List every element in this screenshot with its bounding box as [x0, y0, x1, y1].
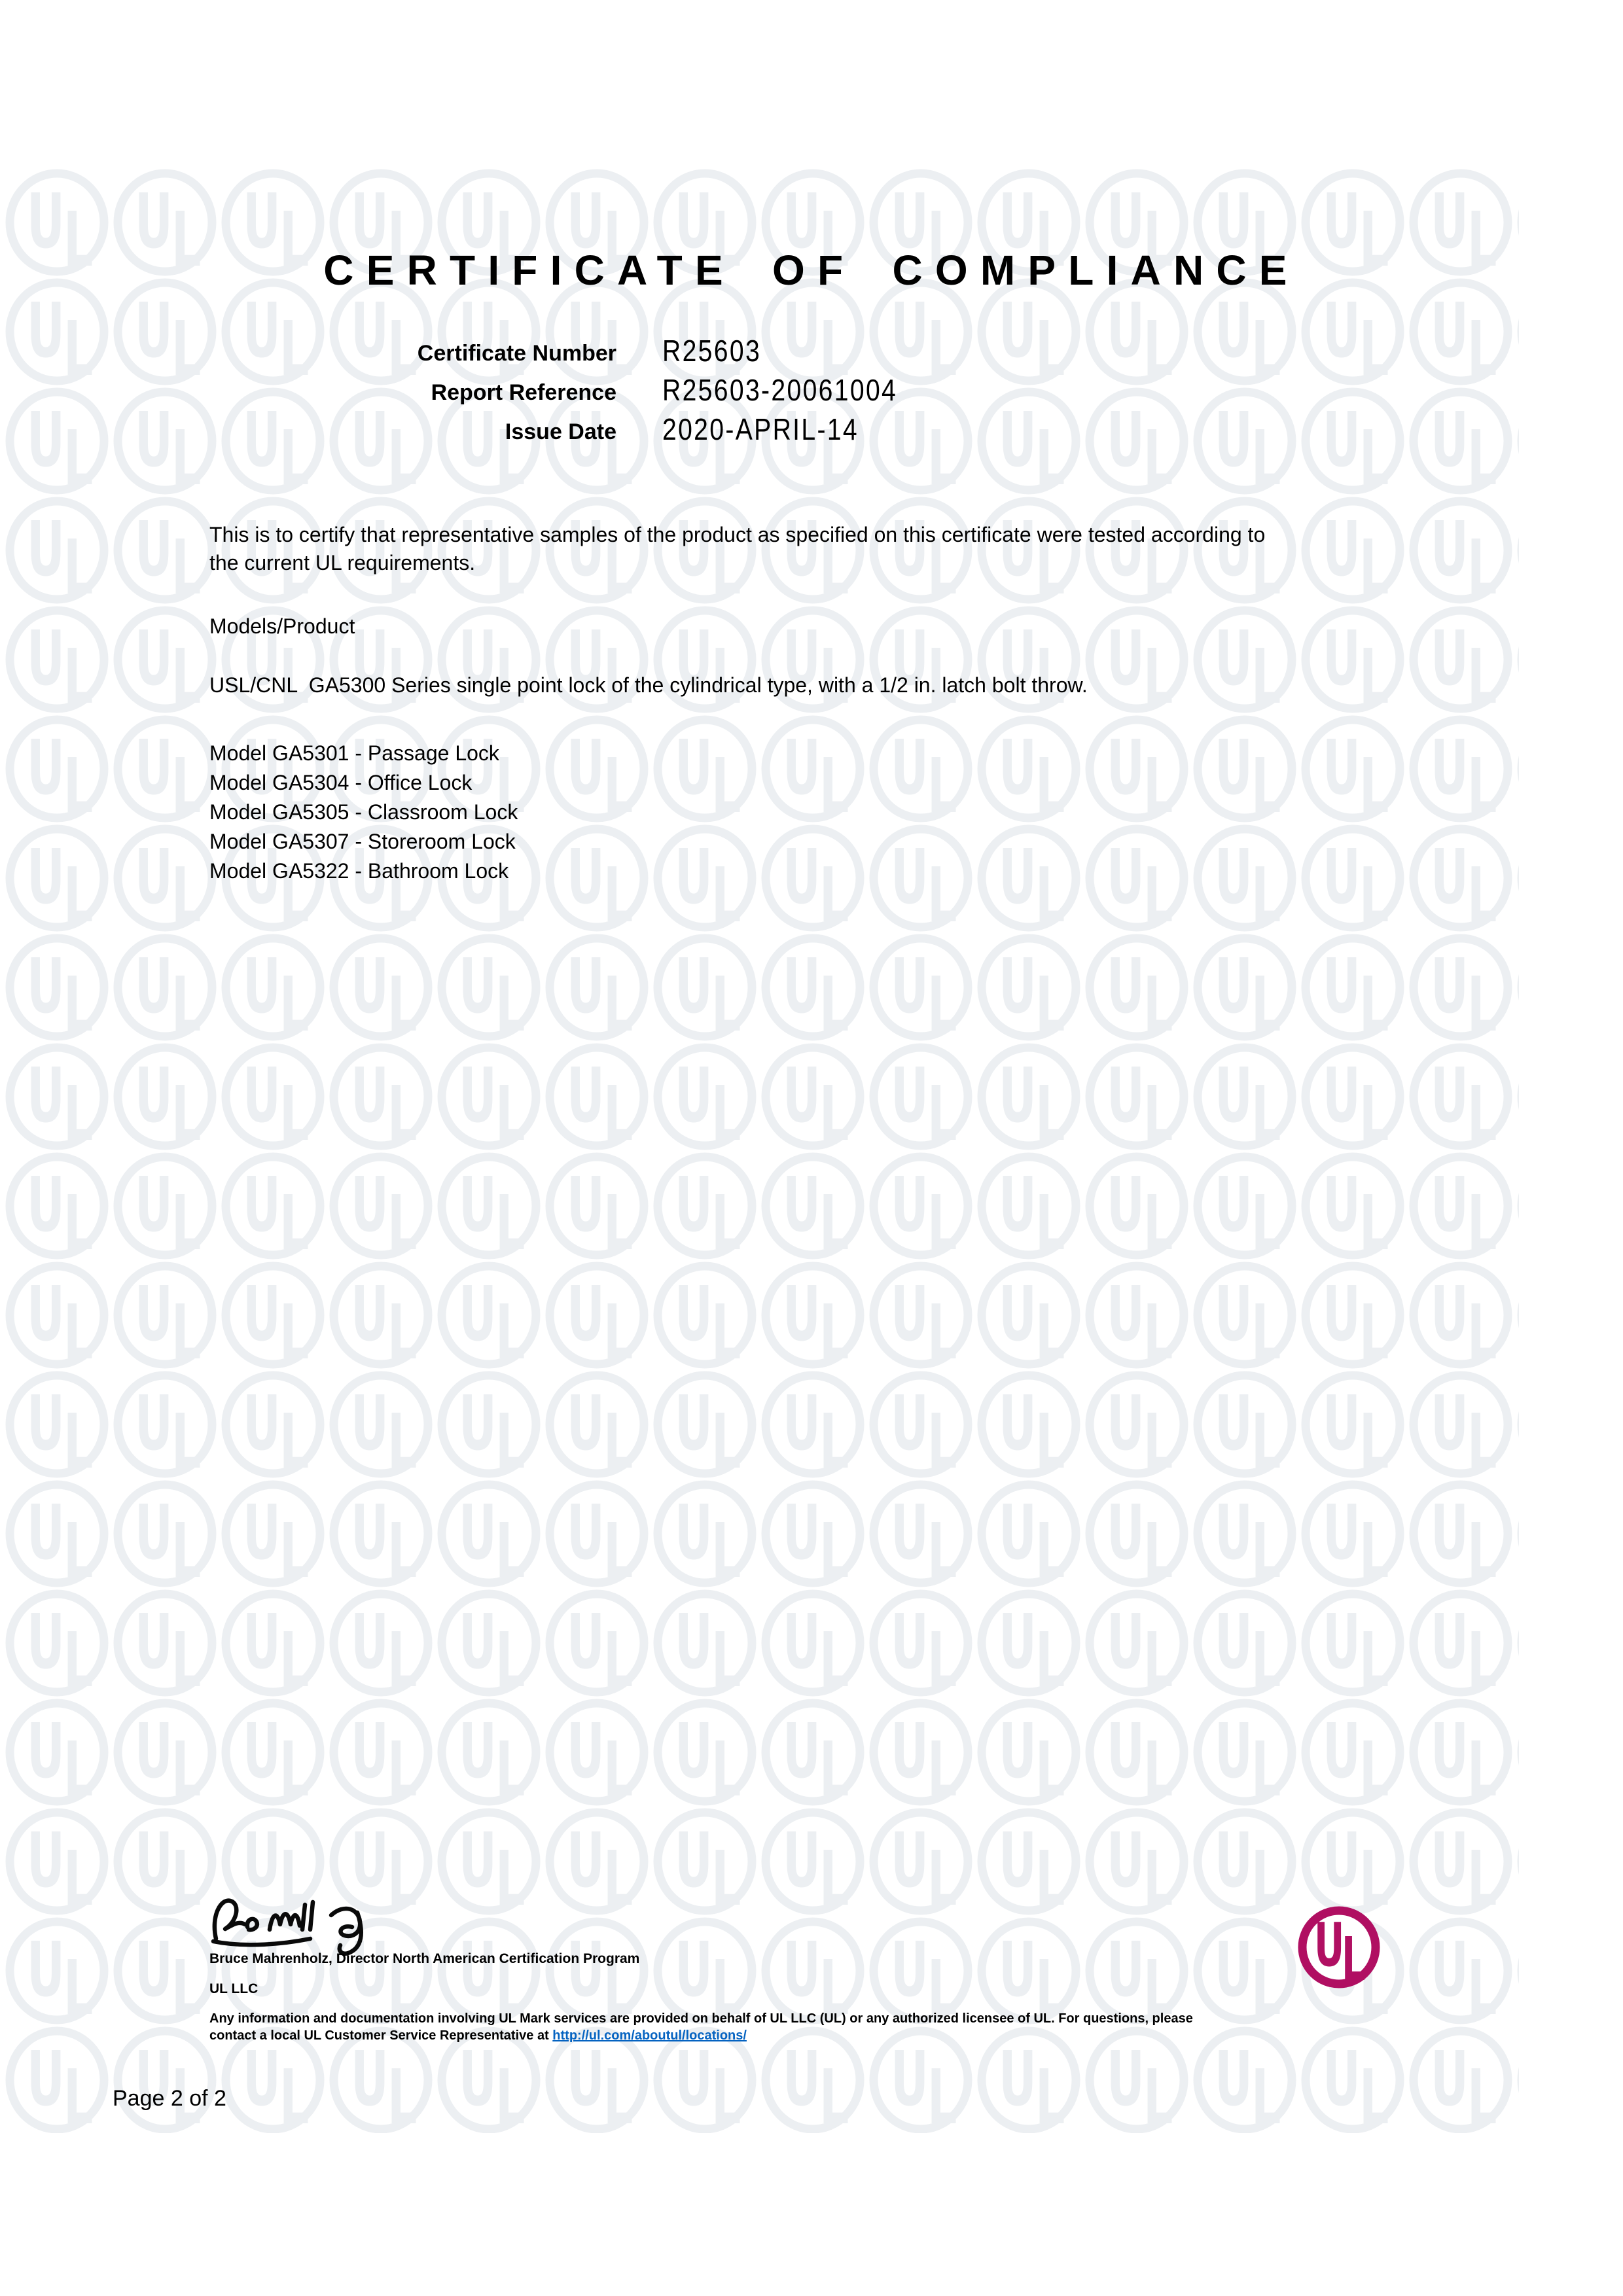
certificate-number-value	[662, 333, 779, 368]
ul-logo-letter-u: U	[1314, 1910, 1345, 1981]
issue-date-text: 2020-APRIL-14	[662, 412, 859, 446]
product-description-line: USL/CNL GA5300 Series single point lock of the cylindrical type, with a 1/2 in. latch bolt throw.	[209, 673, 1088, 697]
models-product-heading: Models/Product	[209, 614, 355, 638]
certificate-number-text: R25603	[662, 334, 762, 368]
model-list-item: Model GA5301 - Passage Lock	[209, 741, 499, 765]
company-name: UL LLC	[209, 1981, 259, 1996]
model-list-item: Model GA5305 - Classroom Lock	[209, 800, 518, 824]
report-reference-label: Report Reference	[431, 380, 616, 405]
disclaimer-line1: Any information and documentation involving UL Mark services are provided on behalf of UL LLC (UL) or any authorized licensee of UL. For questions, please	[209, 2011, 1193, 2026]
disclaimer-line2-prefix: contact a local UL Customer Service Representative at	[209, 2028, 553, 2043]
model-list-item: Model GA5322 - Bathroom Lock	[209, 859, 509, 883]
issue-date-label: Issue Date	[505, 419, 616, 444]
ul-logo-letter-l: L	[1342, 1924, 1366, 1992]
certificate-title: CERTIFICATE OF COMPLIANCE	[323, 247, 1300, 294]
certificate-number-label: Certificate Number	[417, 341, 616, 366]
report-reference-value	[662, 372, 939, 408]
ul-locations-link[interactable]: http://ul.com/aboutul/locations/	[552, 2028, 747, 2043]
model-list-item: Model GA5304 - Office Lock	[209, 771, 473, 794]
report-reference-text: R25603-20061004	[662, 373, 898, 407]
ul-logo	[1294, 1903, 1383, 1992]
signer-name-title: Bruce Mahrenholz, Director North American Certification Program	[209, 1951, 640, 1966]
page-number: Page 2 of 2	[113, 2086, 226, 2111]
signature-image	[207, 1893, 410, 1958]
model-list	[209, 739, 518, 886]
issue-date-value	[662, 412, 893, 447]
footer-disclaimer	[209, 2010, 1453, 2044]
certify-paragraph: This is to certify that representative samples of the product as specified on this certificate were tested according to the current UL requirements.	[209, 523, 1272, 574]
model-list-item: Model GA5307 - Storeroom Lock	[209, 830, 516, 853]
